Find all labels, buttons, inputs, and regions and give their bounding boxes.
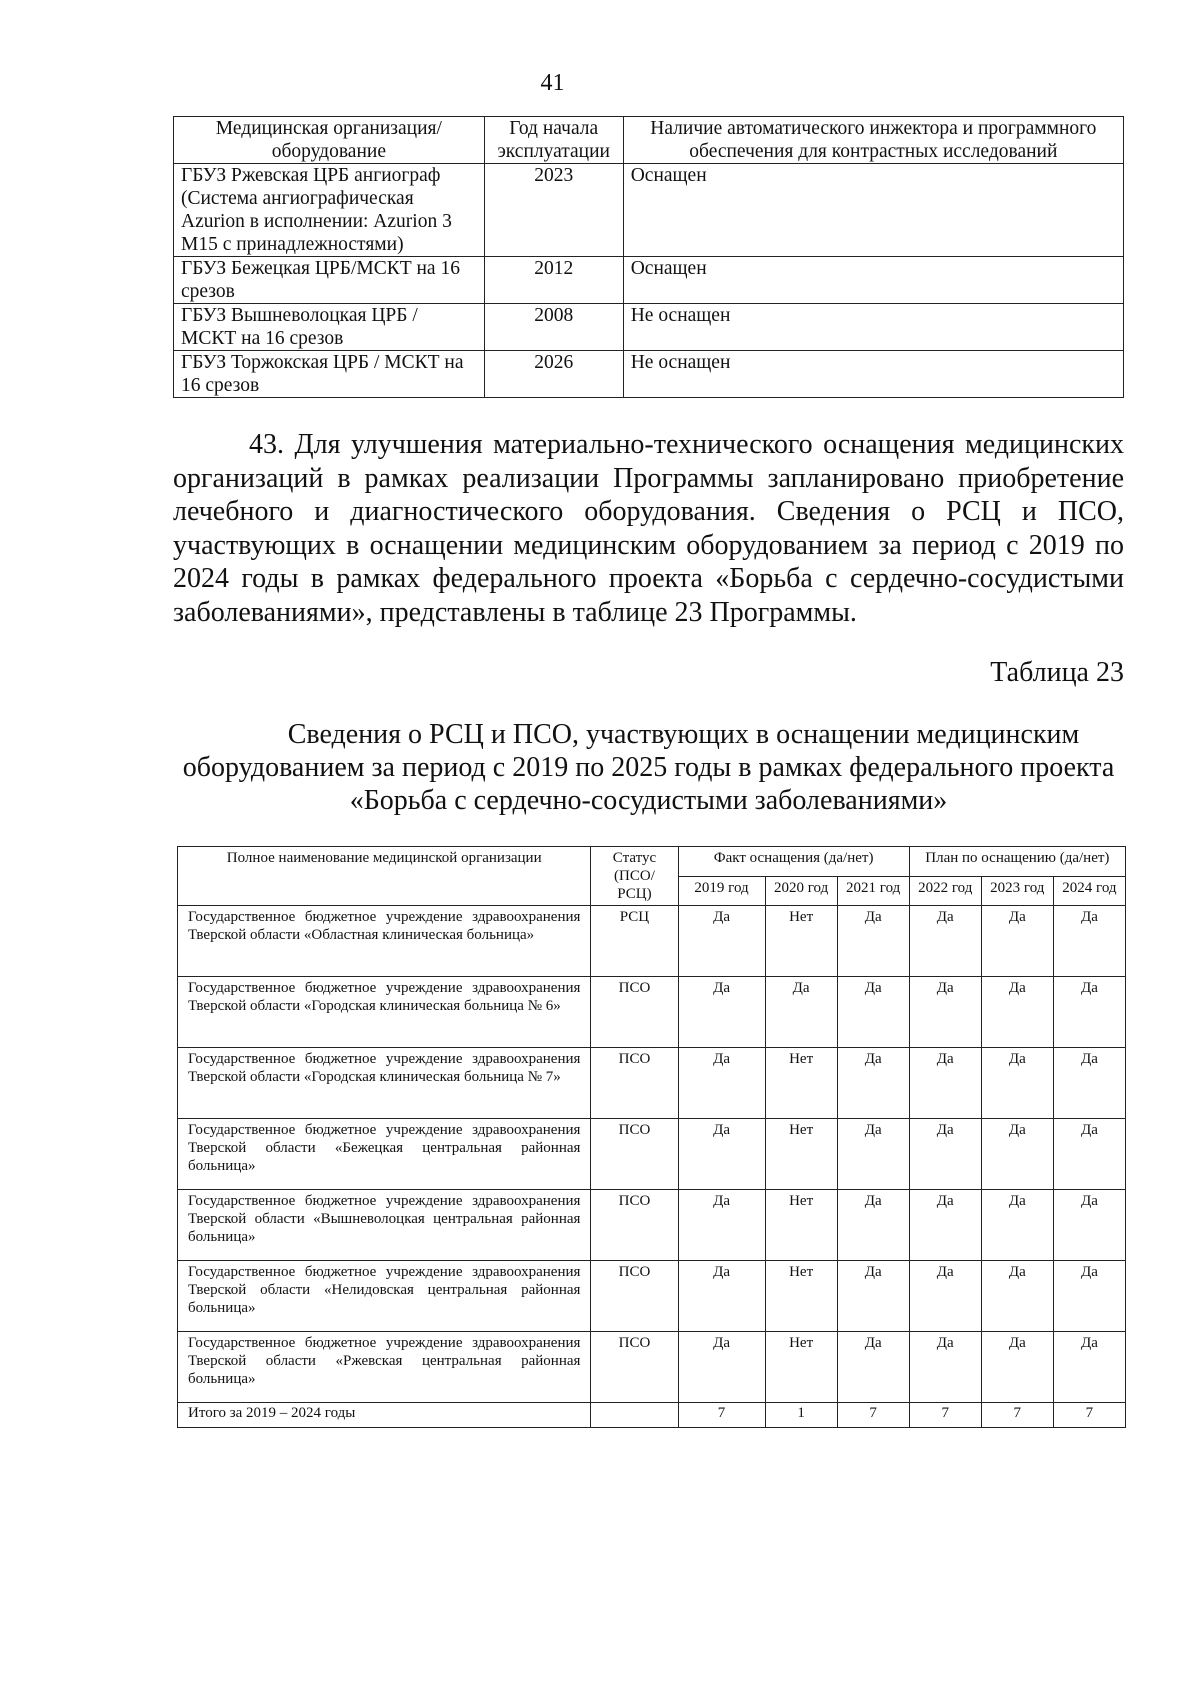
cell-value: Да	[837, 1048, 909, 1119]
cell-status: ПСО	[591, 1261, 678, 1332]
cell-value: Нет	[765, 1190, 837, 1261]
header-fact: Факт оснащения (да/нет)	[678, 847, 909, 877]
cell-organization: ГБУЗ Ржевская ЦРБ ангиограф (Система ангиографическая Azurion в исполнении: Azurion 3 M15 с принадлежностями)	[174, 164, 485, 257]
cell-organization: ГБУЗ Вышневолоцкая ЦРБ / МСКТ на 16 срезов	[174, 304, 485, 351]
cell-organization: Государственное бюджетное учреждение здравоохранения Тверской области «Бежецкая центральная районная больница»	[178, 1119, 591, 1190]
table-header-row	[178, 847, 1126, 877]
header-year: 2019 год	[678, 876, 765, 906]
cell-organization: Государственное бюджетное учреждение здравоохранения Тверской области «Нелидовская центральная районная больница»	[178, 1261, 591, 1332]
cell-injector: Не оснащен	[623, 351, 1123, 398]
cell-value: Да	[981, 1261, 1053, 1332]
cell-value: Да	[678, 1048, 765, 1119]
table-row	[178, 1190, 1126, 1261]
cell-organization: Государственное бюджетное учреждение здравоохранения Тверской области «Вышневолоцкая центральная районная больница»	[178, 1190, 591, 1261]
cell-organization: Государственное бюджетное учреждение здравоохранения Тверской области «Городская клиническая больница № 6»	[178, 977, 591, 1048]
equipment-table-header	[174, 117, 1124, 164]
table-row	[178, 1332, 1126, 1403]
paragraph-43: 43. Для улучшения материально-технического оснащения медицинских организаций в рамках реализации Программы запланировано приобретение лечебного и диагностического оборудования. Сведения о РСЦ и ПСО, участвующих в оснащении медицинским оборудованием за период с 2019 по 2024 годы в рамках федерального проекта «Борьба с сердечно-сосудистыми заболеваниями», представлены в таблице 23 Программы.	[173, 429, 1124, 628]
cell-injector: Оснащен	[623, 257, 1123, 304]
cell-organization: Государственное бюджетное учреждение здравоохранения Тверской области «Областная клиническая больница»	[178, 906, 591, 977]
cell-status: ПСО	[591, 1332, 678, 1403]
cell-value: Да	[837, 1332, 909, 1403]
cell-value: Да	[909, 1261, 981, 1332]
cell-value: Да	[981, 1119, 1053, 1190]
cell-value: Да	[909, 1119, 981, 1190]
total-value: 7	[981, 1403, 1053, 1428]
table-row	[178, 906, 1126, 977]
cell-value: Да	[909, 1190, 981, 1261]
cell-injector: Оснащен	[623, 164, 1123, 257]
cell-value: Да	[678, 1190, 765, 1261]
table-row	[178, 1119, 1126, 1190]
table-title-text: Сведения о РСЦ и ПСО, участвующих в оснащении медицинским оборудованием за период с 2019 по 2025 годы в рамках федерального проекта «Борьба с сердечно-сосудистыми заболеваниями»	[182, 719, 1115, 816]
cell-status: ПСО	[591, 1048, 678, 1119]
cell-value: Да	[678, 1261, 765, 1332]
cell-organization: Государственное бюджетное учреждение здравоохранения Тверской области «Городская клиническая больница № 7»	[178, 1048, 591, 1119]
cell-value: Да	[678, 906, 765, 977]
header-year: 2024 год	[1053, 876, 1125, 906]
cell-value: Да	[678, 1332, 765, 1403]
cell-value: Да	[837, 1261, 909, 1332]
cell-status: ПСО	[591, 977, 678, 1048]
header-status: Статус (ПСО/ РСЦ)	[591, 847, 678, 906]
cell-value: Да	[837, 977, 909, 1048]
table-row	[178, 1261, 1126, 1332]
total-status	[591, 1403, 678, 1428]
cell-value: Да	[909, 977, 981, 1048]
cell-year: 2008	[484, 304, 623, 351]
header-year: 2021 год	[837, 876, 909, 906]
cell-value: Да	[1053, 1261, 1125, 1332]
cell-value: Да	[909, 1048, 981, 1119]
cell-value: Да	[909, 906, 981, 977]
cell-value: Да	[678, 1119, 765, 1190]
cell-value: Да	[981, 1190, 1053, 1261]
table-title	[173, 718, 1124, 817]
cell-value: Да	[837, 1190, 909, 1261]
cell-value: Да	[981, 1332, 1053, 1403]
cell-value: Да	[981, 906, 1053, 977]
cell-year: 2023	[484, 164, 623, 257]
cell-value: Да	[909, 1332, 981, 1403]
page-number: 41	[540, 70, 565, 96]
header-year-start: Год начала эксплуатации	[484, 117, 623, 164]
total-row	[178, 1403, 1126, 1428]
cell-organization: ГБУЗ Торжокская ЦРБ / МСКТ на 16 срезов	[174, 351, 485, 398]
cell-value: Нет	[765, 1048, 837, 1119]
header-year: 2023 год	[981, 876, 1053, 906]
cell-value: Да	[837, 906, 909, 977]
header-organization: Медицинская организация/ оборудование	[174, 117, 485, 164]
header-year: 2022 год	[909, 876, 981, 906]
rsc-pso-table	[177, 846, 1126, 1428]
table-row	[178, 977, 1126, 1048]
cell-value: Да	[1053, 1190, 1125, 1261]
body-paragraph	[173, 428, 1124, 629]
table-row	[178, 1048, 1126, 1119]
cell-status: ПСО	[591, 1119, 678, 1190]
cell-value: Нет	[765, 906, 837, 977]
cell-value: Да	[765, 977, 837, 1048]
header-plan: План по оснащению (да/нет)	[909, 847, 1125, 877]
cell-organization: ГБУЗ Бежецкая ЦРБ/МСКТ на 16 срезов	[174, 257, 485, 304]
cell-value: Да	[1053, 977, 1125, 1048]
table-row	[174, 304, 1124, 351]
equipment-table	[173, 116, 1124, 398]
cell-status: РСЦ	[591, 906, 678, 977]
header-year: 2020 год	[765, 876, 837, 906]
cell-value: Да	[1053, 906, 1125, 977]
cell-status: ПСО	[591, 1190, 678, 1261]
header-full-name: Полное наименование медицинской организации	[178, 847, 591, 906]
cell-value: Нет	[765, 1332, 837, 1403]
total-value: 7	[837, 1403, 909, 1428]
total-value: 7	[678, 1403, 765, 1428]
total-value: 7	[909, 1403, 981, 1428]
header-injector: Наличие автоматического инжектора и программного обеспечения для контрастных исследований	[623, 117, 1123, 164]
total-label: Итого за 2019 – 2024 годы	[178, 1403, 591, 1428]
cell-year: 2012	[484, 257, 623, 304]
table-row	[174, 257, 1124, 304]
cell-value: Нет	[765, 1261, 837, 1332]
cell-value: Да	[981, 1048, 1053, 1119]
cell-value: Да	[1053, 1332, 1125, 1403]
table-row	[174, 351, 1124, 398]
cell-value: Да	[981, 977, 1053, 1048]
total-value: 1	[765, 1403, 837, 1428]
cell-year: 2026	[484, 351, 623, 398]
table-row	[174, 164, 1124, 257]
cell-organization: Государственное бюджетное учреждение здравоохранения Тверской области «Ржевская центральная районная больница»	[178, 1332, 591, 1403]
cell-injector: Не оснащен	[623, 304, 1123, 351]
cell-value: Да	[1053, 1119, 1125, 1190]
cell-value: Да	[837, 1119, 909, 1190]
cell-value: Да	[678, 977, 765, 1048]
total-value: 7	[1053, 1403, 1125, 1428]
cell-value: Да	[1053, 1048, 1125, 1119]
cell-value: Нет	[765, 1119, 837, 1190]
table-label: Таблица 23	[990, 657, 1124, 688]
